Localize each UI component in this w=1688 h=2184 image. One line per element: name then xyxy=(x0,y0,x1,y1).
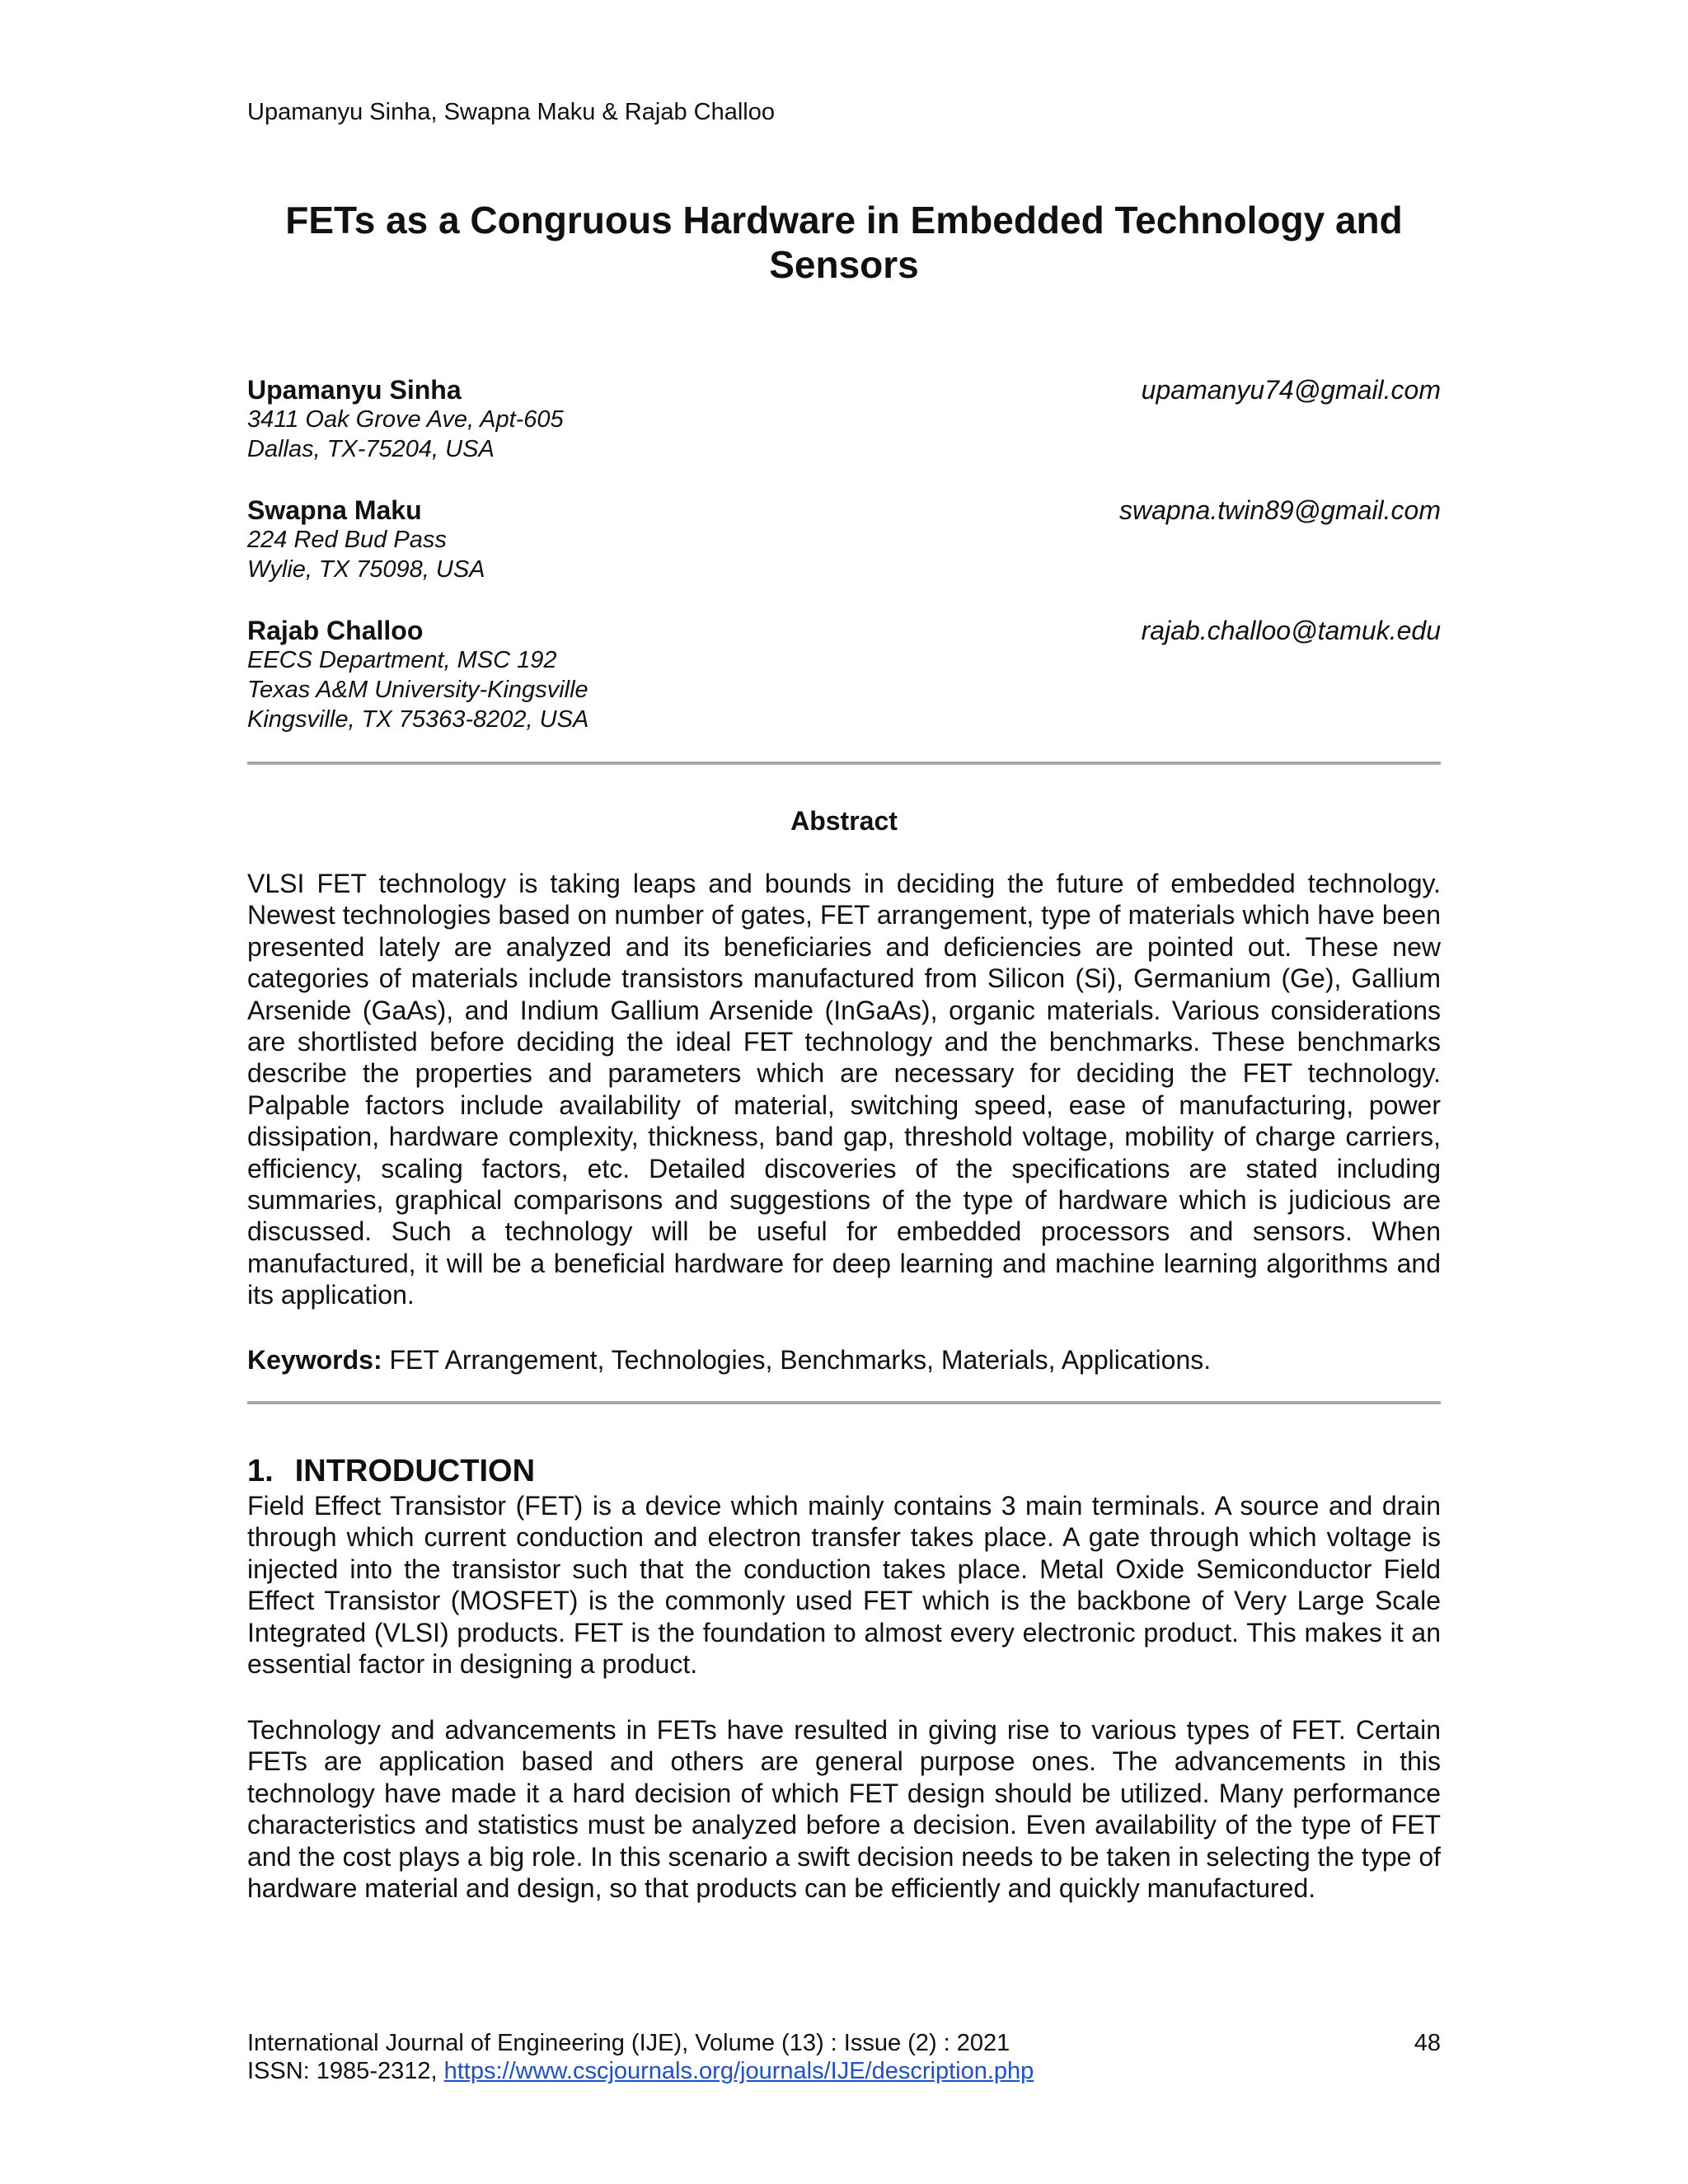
paper-title: FETs as a Congruous Hardware in Embedded Technology and Sensors xyxy=(285,199,1403,286)
section-title: INTRODUCTION xyxy=(294,1454,536,1488)
author-block xyxy=(247,375,1441,464)
body-paragraph: Field Effect Transistor (FET) is a device which mainly contains 3 main terminals. A source and drain through which current conduction and electron transfer takes place. A gate through which voltage is injected into the transistor such that the conduction takes place. Metal Oxide Semiconductor Field Effect Transistor (MOSFET) is the commonly used FET which is the backbone of Very Large Scale Integrated (VLSI) products. FET is the foundation to almost every electronic product. This makes it an essential factor in designing a product. xyxy=(247,1491,1441,1680)
author-email[interactable]: rajab.challoo@tamuk.edu xyxy=(1141,616,1441,645)
footer-issn: ISSN: 1985-2312, xyxy=(247,2058,438,2084)
footer-journal: International Journal of Engineering (IJE), Volume (13) : Issue (2) : 2021 xyxy=(247,2030,1010,2056)
author-name: Rajab Challoo xyxy=(247,616,424,645)
author-name: Upamanyu Sinha xyxy=(247,375,462,405)
keywords xyxy=(247,1345,1211,1376)
journal-link[interactable]: https://www.cscjournals.org/journals/IJE/description.php xyxy=(443,2058,1034,2084)
abstract-text: VLSI FET technology is taking leaps and bounds in deciding the future of embedded technology. Newest technologies based on number of gates, FET arrangement, type of materials which have been presented lately are analyzed and its beneficiaries and deficiencies are pointed out. These new categories of materials include transistors manufactured from Silicon (Si), Germanium (Ge), Gallium Arsenide (GaAs), and Indium Gallium Arsenide (InGaAs), organic materials. Various considerations are shortlisted before deciding the ideal FET technology and the benchmarks. These benchmarks describe the properties and parameters which are necessary for deciding the FET technology. Palpable factors include availability of material, switching speed, ease of manufacturing, power dissipation, hardware complexity, thickness, band gap, threshold voltage, mobility of charge carriers, efficiency, scaling factors, etc. Detailed discoveries of the specifications are stated including summaries, graphical comparisons and suggestions of the type of hardware which is judicious are discussed. Such a technology will be useful for embedded processors and sensors. When manufactured, it will be a beneficial hardware for deep learning and machine learning algorithms and its application. xyxy=(247,869,1441,1310)
body-paragraph: Technology and advancements in FETs have resulted in giving rise to various types of FET. Certain FETs are application based and others are general purpose ones. The advancements in this technology have made it a hard decision of which FET design should be utilized. Many performance characteristics and statistics must be analyzed before a decision. Even availability of the type of FET and the cost plays a big role. In this scenario a swift decision needs to be taken in selecting the type of hardware material and design, so that products can be efficiently and quickly manufactured. xyxy=(247,1715,1441,1904)
author-address-line: EECS Department, MSC 192 xyxy=(247,647,557,673)
running-header: Upamanyu Sinha, Swapna Maku & Rajab Challoo xyxy=(247,99,775,125)
author-email[interactable]: swapna.twin89@gmail.com xyxy=(1119,495,1441,525)
section-heading xyxy=(247,1454,535,1489)
author-address-line: Dallas, TX-75204, USA xyxy=(247,436,495,462)
author-block xyxy=(247,495,1441,584)
horizontal-rule xyxy=(247,1401,1441,1404)
horizontal-rule xyxy=(247,762,1441,765)
author-address-line: 3411 Oak Grove Ave, Apt-605 xyxy=(247,406,564,433)
page-number: 48 xyxy=(1414,2030,1441,2056)
author-email[interactable]: upamanyu74@gmail.com xyxy=(1141,375,1441,405)
author-address-line: 224 Red Bud Pass xyxy=(247,527,447,553)
page-footer xyxy=(247,2029,1441,2085)
footer-issn-line xyxy=(247,2057,1441,2085)
keywords-text: FET Arrangement, Technologies, Benchmarks, Materials, Applications. xyxy=(389,1345,1212,1375)
keywords-label: Keywords: xyxy=(247,1345,382,1375)
section-number: 1. xyxy=(247,1454,274,1488)
abstract-heading: Abstract xyxy=(790,806,898,836)
author-name: Swapna Maku xyxy=(247,495,422,525)
author-block xyxy=(247,616,1441,734)
author-address-line: Wylie, TX 75098, USA xyxy=(247,556,485,583)
author-address-line: Kingsville, TX 75363-8202, USA xyxy=(247,706,589,733)
author-address-line: Texas A&M University-Kingsville xyxy=(247,677,588,703)
